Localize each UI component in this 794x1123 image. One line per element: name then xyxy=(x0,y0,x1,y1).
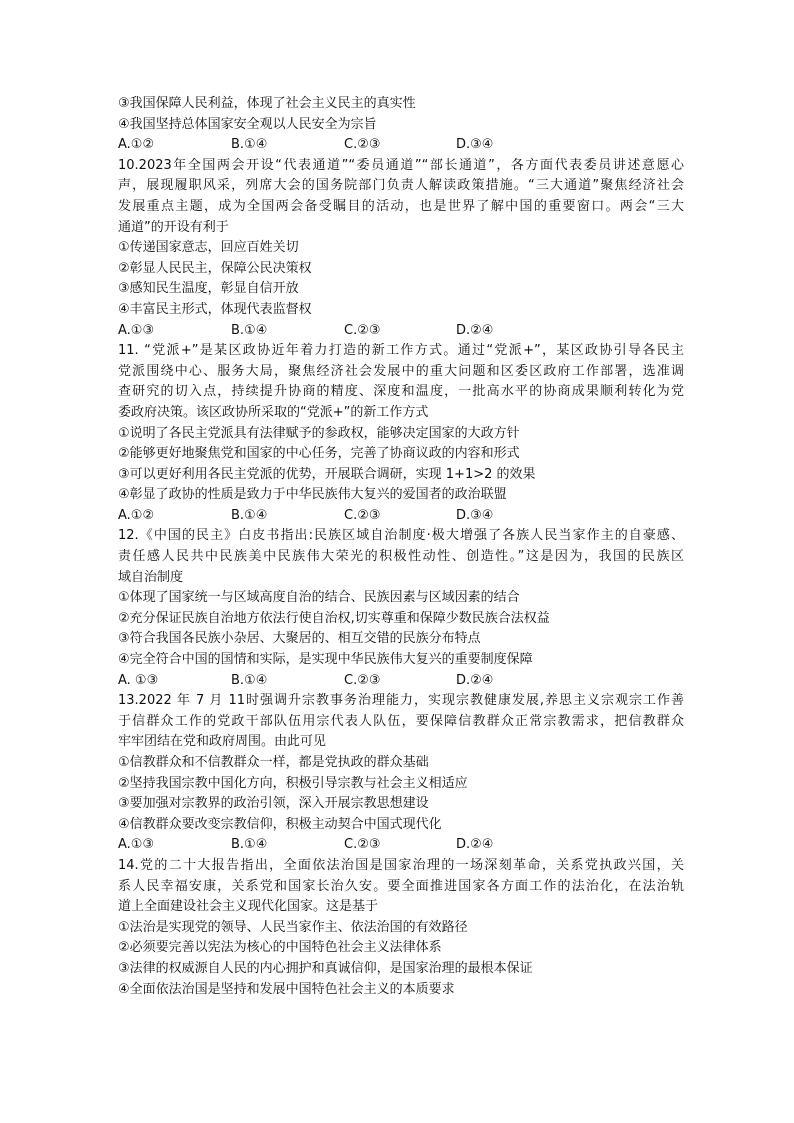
q13-option-c: C.②③ xyxy=(344,837,381,853)
q13-item: ④信教群众要改变宗教信仰，积极主动契合中国式现代化 xyxy=(118,816,442,832)
prev-options xyxy=(118,135,684,156)
q11-item: ③可以更好利用各民主党派的优势，开展联合调研，实现 1+1>2 的效果 xyxy=(118,466,536,482)
q13-stem-line: 于信群众工作的党政干部队伍用宗代表人队伍，要保障信教群众正常宗教需求，把信教群众 xyxy=(118,713,684,729)
prev-option-b: B.①④ xyxy=(231,137,268,153)
q12-options xyxy=(118,671,684,692)
q14-stem-line: 14.党的二十大报告指出，全面依法治国是国家治理的一场深刻革命，关系党执政兴国，关 xyxy=(118,857,684,873)
q12-option-c: C.②③ xyxy=(344,672,381,688)
q12-option-a: A. ①③ xyxy=(118,672,159,688)
q12-item: ③符合我国各民族小杂居、大聚居的、相互交错的民族分布特点 xyxy=(118,631,481,647)
q12-option-d: D.②④ xyxy=(456,672,494,688)
prev-item-3: ③我国保障人民利益，体现了社会主义民主的真实性 xyxy=(118,96,416,111)
prev-option-a: A.①② xyxy=(118,137,155,153)
q13-option-b: B.①④ xyxy=(231,837,268,853)
q14-stem-line: 系人民幸福安康，关系党和国家长治久安。要全面推进国家各方面工作的法治化，在法治轨 xyxy=(118,878,684,894)
q10-option-d: D.②④ xyxy=(456,322,494,338)
q12-option-b: B.①④ xyxy=(231,672,268,688)
q10-stem-line: 通道”的开设有利于 xyxy=(118,219,229,235)
q10-option-c: C.②③ xyxy=(344,322,381,338)
q13-stem-line: 13.2022 年 7 月 11时强调升宗教事务治理能力，实现宗教健康发展,养思主义宗观宗工作善 xyxy=(118,693,684,709)
q13-options xyxy=(118,835,684,856)
q11-stem-line: 委政府决策。该区政协所采取的“党派+”的新工作方式 xyxy=(118,404,429,420)
q10-options xyxy=(118,321,684,342)
q13-item: ③要加强对宗教界的政治引领，深入开展宗教思想建设 xyxy=(118,796,429,812)
q10-option-b: B.①④ xyxy=(231,322,268,338)
q10-item: ④丰富民主形式，体现代表监督权 xyxy=(118,301,312,317)
prev-item-4: ④我国坚持总体国家安全观以人民安全为宗旨 xyxy=(118,116,377,132)
q11-options xyxy=(118,506,684,527)
q13-item: ①信教群众和不信教群众一样，都是党执政的群众基础 xyxy=(118,755,429,770)
q13-option-a: A.①③ xyxy=(118,837,155,853)
q11-option-a: A.①② xyxy=(118,507,155,523)
q14-stem-line: 道上全面建设社会主义现代化国家。这是基于 xyxy=(118,899,379,915)
q13-stem-line: 牢牢团结在党和政府周围。由此可见 xyxy=(118,734,327,750)
q10-stem-line: 声，展现履职风采，列席大会的国务院部门负责人解读政策措施。“三大通道”聚焦经济社会 xyxy=(118,178,684,194)
exam-page xyxy=(118,94,684,1000)
q13-item: ②坚持我国宗教中国化方向，积极引导宗教与社会主义相适应 xyxy=(118,775,468,791)
q11-stem-line: 11. “党派+”是某区政协近年着力打造的新工作方式。通过“党派+”，某区政协引导各民主 xyxy=(118,343,684,359)
prev-option-c: C.②③ xyxy=(344,137,381,153)
q11-option-d: D.③④ xyxy=(456,507,494,523)
q14-item: ②必须要完善以宪法为核心的中国特色社会主义法律体系 xyxy=(118,940,442,956)
q13-option-d: D.②④ xyxy=(456,837,494,853)
q12-item: ④完全符合中国的国情和实际，是实现中华民族伟大复兴的重要制度保障 xyxy=(118,652,533,668)
q11-option-b: B.①④ xyxy=(231,507,268,523)
q11-stem-line: 查研究的切入点，持续提升协商的精度、深度和温度，一批高水平的协商成果顺利转化为党 xyxy=(118,384,684,400)
q12-stem-line: 责任感人民共中民族美中民族伟大荣光的积极性动性、创造性。”这是因为，我国的民族区 xyxy=(118,549,684,565)
q10-item: ①传递国家意志，回应百姓关切 xyxy=(118,240,299,256)
q11-item: ②能够更好地聚焦党和国家的中心任务，完善了协商议政的内容和形式 xyxy=(118,446,520,462)
q10-option-a: A.①③ xyxy=(118,322,155,338)
q14-item: ①法治是实现党的领导、人民当家作主、依法治国的有效路径 xyxy=(118,919,468,935)
q11-option-c: C.②③ xyxy=(344,507,381,523)
q11-item: ①说明了各民主党派具有法律赋予的参政权，能够决定国家的大政方针 xyxy=(118,425,520,441)
q11-stem-line: 党派围绕中心、服务大局，聚焦经济社会发展中的重大问题和区委区政府工作部署，选准调 xyxy=(118,363,684,379)
q12-item: ②充分保证民族自治地方依法行使自治权,切实尊重和保障少数民族合法权益 xyxy=(118,610,550,626)
q11-item: ④彰显了政协的性质是致力于中华民族伟大复兴的爱国者的政治联盟 xyxy=(118,487,507,503)
q14-item: ③法律的权威源自人民的内心拥护和真诚信仰，是国家治理的最根本保证 xyxy=(118,960,533,976)
q10-item: ②彰显人民民主，保障公民决策权 xyxy=(118,260,312,276)
q12-stem-line: 12.《中国的民主》白皮书指出:民族区域自治制度·极大增强了各族人民当家作主的自豪感、 xyxy=(118,528,684,544)
q12-stem-line: 域自治制度 xyxy=(118,569,184,585)
q12-item: ①体现了国家统一与区域高度自治的结合、民族因素与区域因素的结合 xyxy=(118,590,520,606)
q10-item: ③感知民生温度，彰显自信开放 xyxy=(118,281,299,297)
q10-stem-line: 10.2023年全国两会开设“代表通道”“委员通道”“部长通道”，各方面代表委员讲述意愿心 xyxy=(118,157,684,173)
prev-option-d: D.③④ xyxy=(456,137,494,153)
q14-item: ④全面依法治国是坚持和发展中国特色社会主义的本质要求 xyxy=(118,981,455,997)
q10-stem-line: 发展重点主题，成为全国两会备受瞩目的活动，也是世界了解中国的重要窗口。两会“三大 xyxy=(118,198,684,214)
